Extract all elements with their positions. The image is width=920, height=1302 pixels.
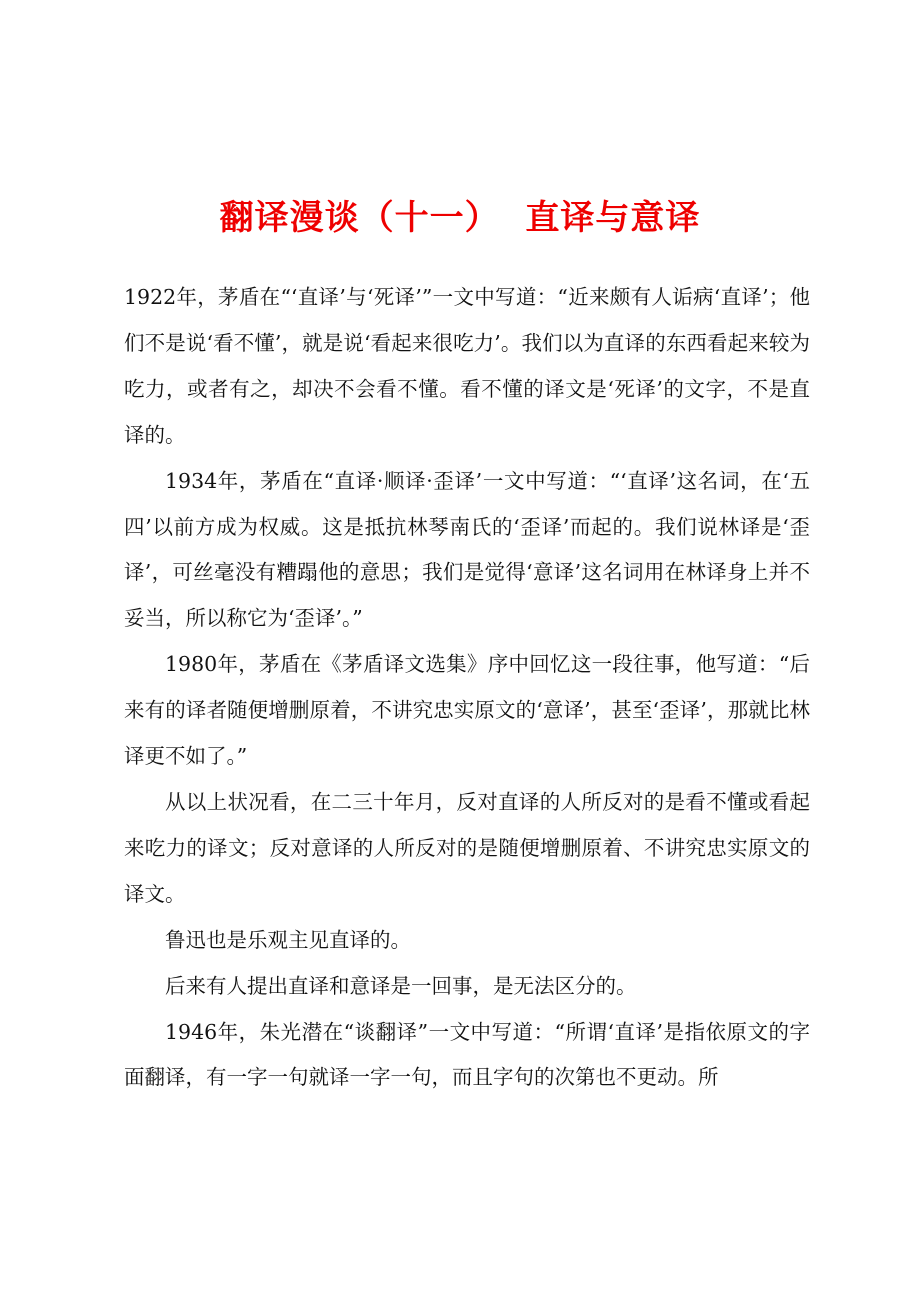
paragraph-1922: 1922年，茅盾在“‘直译’与‘死译’”一文中写道：“近来颇有人诟病‘直译’；他们不是说‘看不懂’，就是说‘看起来很吃力’。我们以为直译的东西看起来较为吃力，或者有之，却决不会看不懂。看不懂的译文是‘死译’的文字，不是直译的。 [124,285,810,447]
paragraph-later-view: 后来有人提出直译和意译是一回事，是无法区分的。 [165,973,637,998]
document-body [124,275,810,1101]
document-title: 翻译漫谈（十一） 直译与意译 [219,198,701,238]
paragraph-summary: 从以上状况看，在二三十年月，反对直译的人所反对的是看不懂或看起来吃力的译文；反对意译的人所反对的是随便增删原着、不讲究忠实原文的译文。 [124,789,810,906]
paragraph-1934: 1934年，茅盾在“直译·顺译·歪译’一文中写道：“‘直译’这名词，在‘五四’以前方成为权威。这是抵抗林琴南氏的‘歪译’而起的。我们说林译是‘歪译’，可丝毫没有糟蹋他的意思；我们是觉得‘意译’这名词用在林译身上并不妥当，所以称它为‘歪译’。” [124,468,810,631]
paragraph-luxun: 鲁迅也是乐观主见直译的。 [165,927,411,952]
paragraph-1980: 1980年，茅盾在《茅盾译文选集》序中回忆这一段往事，他写道：“后来有的译者随便增删原着，不讲究忠实原文的‘意译’，甚至‘歪译’，那就比林译更不如了。” [124,652,810,769]
paragraph-1946: 1946年，朱光潜在“谈翻译”一文中写道：“所谓‘直译’是指依原文的字面翻译，有一字一句就译一字一句，而且字句的次第也不更动。所 [124,1019,810,1090]
